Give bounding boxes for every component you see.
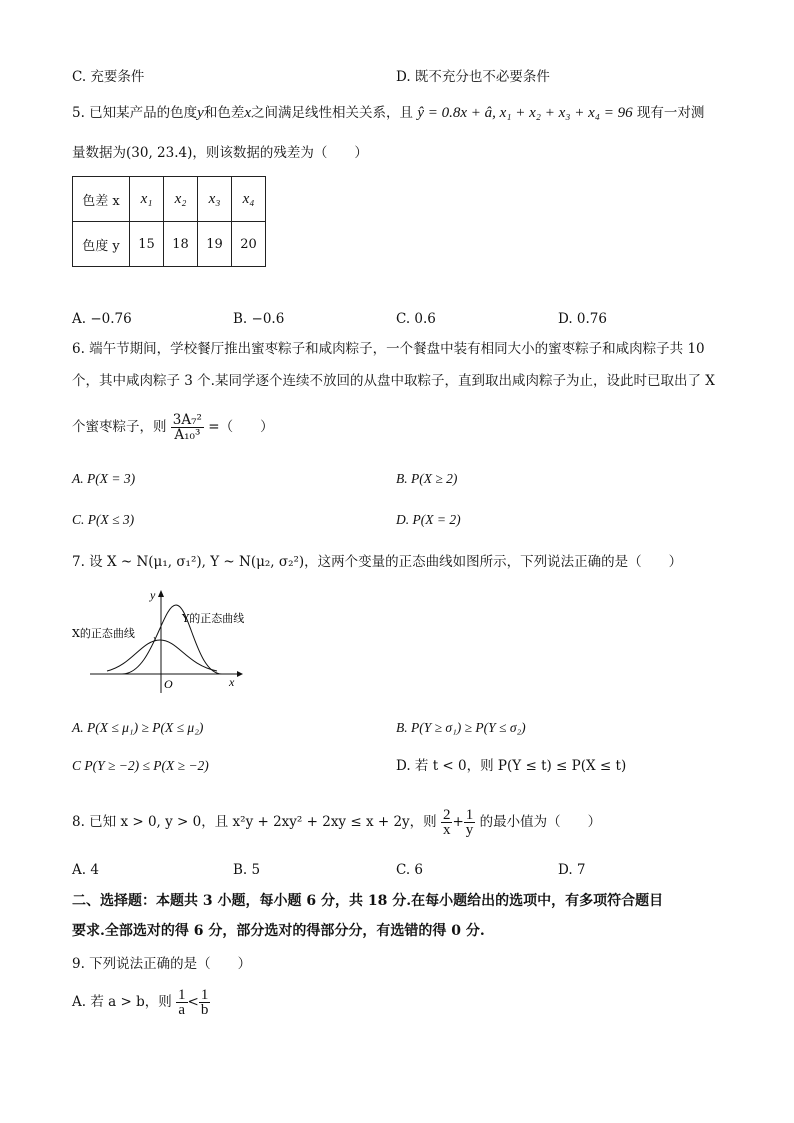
table-cell: 19 <box>198 222 232 267</box>
q5-data-table <box>72 176 266 267</box>
q5-text: 5. 已知某产品的色度 <box>72 105 198 121</box>
table-row <box>73 177 266 222</box>
option-d-prev: D. 既不充分也不必要条件 <box>396 69 550 85</box>
table-cell-label: 色差 x <box>73 177 130 222</box>
q6-line1: 6. 端午节期间，学校餐厅推出蜜枣粽子和咸肉粽子，一个餐盘中装有相同大小的蜜枣粽子和咸肉粽子共 10 <box>72 341 705 357</box>
q5-option-a: A. −0.76 <box>72 311 132 327</box>
table-row <box>73 222 266 267</box>
q7-option-a: A. P(X ≤ μ₁) ≥ P(X ≤ μ₂) <box>72 720 204 735</box>
q8-pre: 8. 已知 x > 0, y > 0，且 x²y + 2xy² + 2xy ≤ x + 2y，则 <box>72 814 437 830</box>
fraction-denominator: x <box>442 822 451 838</box>
fraction-numerator: 1 <box>465 807 474 823</box>
fraction-denominator: y <box>465 822 474 838</box>
q7-option-b: B. P(Y ≥ σ₁) ≥ P(Y ≤ σ₂) <box>396 720 526 735</box>
q5-option-b: B. −0.6 <box>233 311 285 327</box>
x-axis-arrow <box>237 671 243 677</box>
table-cell-label: 色度 y <box>73 222 130 267</box>
table-cell: x₂ <box>164 177 198 222</box>
fraction-numerator: 3A₇² <box>172 412 202 428</box>
section2-heading-line1: 二、选择题：本题共 3 小题，每小题 6 分，共 18 分.在每小题给出的选项中，有多项符合题目 <box>72 893 664 909</box>
q9-less-than: < <box>187 994 199 1010</box>
normal-curves-figure <box>72 585 272 695</box>
q8-line1 <box>72 800 601 844</box>
fraction-denominator: b <box>200 1002 209 1018</box>
q5-text-mid2: 之间满足线性相关关系，且 <box>251 105 414 121</box>
table-cell: x₄ <box>232 177 266 222</box>
fraction-denominator: a <box>178 1002 186 1018</box>
q5-option-d: D. 0.76 <box>558 311 607 327</box>
q5-text-mid: 和色差 <box>203 105 245 121</box>
q5-line1 <box>72 104 704 122</box>
q7-line1: 7. 设 X ~ N(μ₁, σ₁²), Y ~ N(μ₂, σ₂²)，这两个变量的正态曲线如图所示，下列说法正确的是（ ） <box>72 554 683 570</box>
q8-option-a: A. 4 <box>72 862 99 878</box>
y-axis-label: y <box>150 588 156 602</box>
y-axis-arrow <box>158 590 164 597</box>
table-cell: x₃ <box>198 177 232 222</box>
q6-line3 <box>72 405 274 449</box>
q7-option-c: C P(Y ≥ −2) ≤ P(X ≥ −2) <box>72 758 209 773</box>
q6-option-c: C. P(X ≤ 3) <box>72 512 135 527</box>
q6-option-b: B. P(X ≥ 2) <box>396 471 458 486</box>
x-normal-curve <box>107 640 217 671</box>
fraction-denominator: A₁₀³ <box>174 427 201 443</box>
q6-line3-post: =（ ） <box>208 419 274 435</box>
table-cell: x₁ <box>130 177 164 222</box>
q6-option-a: A. P(X = 3) <box>72 471 136 486</box>
q6-line3-pre: 个蜜枣粽子，则 <box>72 419 167 435</box>
q6-fraction <box>171 413 204 442</box>
q5-tail: 现有一对测 <box>636 105 705 121</box>
q7-option-d: D. 若 t < 0，则 P(Y ≤ t) ≤ P(X ≤ t) <box>396 758 627 774</box>
q6-line2: 个，其中咸肉粽子 3 个.某同学逐个连续不放回的从盘中取粽子，直到取出咸肉粽子为止，设此时已取出了 X <box>72 373 715 389</box>
q9-fraction-2 <box>199 988 211 1017</box>
q8-option-c: C. 6 <box>396 862 424 878</box>
q5-var-y: y <box>197 105 204 121</box>
q5-line2: 量数据为(30, 23.4)，则该数据的残差为（ ） <box>72 145 368 161</box>
table-cell: 18 <box>164 222 198 267</box>
q8-option-b: B. 5 <box>233 862 261 878</box>
q5-formula: ŷ = 0.8x + â, x₁ + x₂ + x₃ + x₄ = 96 <box>417 105 633 121</box>
fraction-numerator: 2 <box>442 807 451 823</box>
origin-label: O <box>164 677 173 691</box>
x-axis-label: x <box>229 675 235 689</box>
q8-plus: + <box>452 814 464 830</box>
q5-option-c: C. 0.6 <box>396 311 436 327</box>
q9-line1: 9. 下列说法正确的是（ ） <box>72 956 252 972</box>
q9-option-a <box>72 982 210 1022</box>
q9-fraction-1 <box>176 988 188 1017</box>
fraction-numerator: 1 <box>178 987 186 1003</box>
option-c-prev: C. 充要条件 <box>72 69 145 85</box>
table-cell: 20 <box>232 222 266 267</box>
q8-fraction-1 <box>441 808 453 837</box>
q9-option-a-pre: A. 若 a > b，则 <box>72 994 172 1010</box>
q6-option-d: D. P(X = 2) <box>396 512 461 527</box>
q5-var-x: x <box>244 105 252 121</box>
y-curve-label: Y的正态曲线 <box>182 612 245 625</box>
q8-fraction-2 <box>464 808 476 837</box>
q8-post: 的最小值为（ ） <box>479 814 602 830</box>
fraction-numerator: 1 <box>200 987 209 1003</box>
table-cell: 15 <box>130 222 164 267</box>
x-curve-label: X的正态曲线 <box>72 627 135 640</box>
section2-heading-line2: 要求.全部选对的得 6 分，部分选对的得部分分，有选错的得 0 分. <box>72 923 485 939</box>
q8-option-d: D. 7 <box>558 862 586 878</box>
